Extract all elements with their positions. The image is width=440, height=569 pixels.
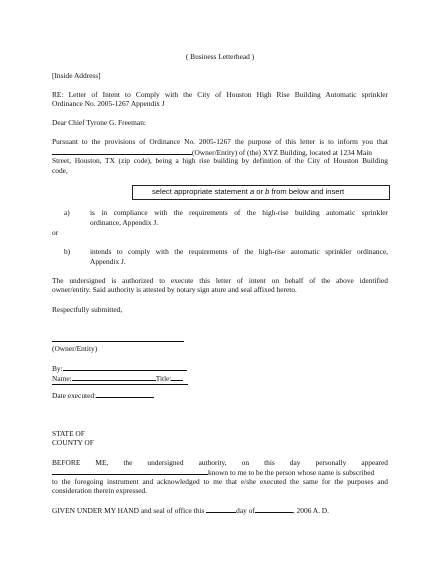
date-executed-label: Date executed: [52,391,97,400]
select-prefix: select appropriate statement [152,187,250,196]
option-a-marker: a) [64,208,70,217]
select-or: or [254,187,266,196]
given-under-hand-line [52,505,329,516]
option-a-line-2: ordinance, Appendix J. [90,218,159,227]
name-label: Name: [52,374,72,383]
date-executed-row [52,390,154,401]
date-executed-blank [96,390,154,398]
paragraph-1-line-1: Pursuant to the provisions of Ordinance No. 2005-1267 the purpose of this letter is to inform you that [52,137,388,146]
notary-line-2 [52,467,374,478]
title-label: Title: [155,374,172,383]
paragraph-2-line-1: The undersigned is authorized to execute this letter of intent on behalf of the above identified [52,276,388,285]
owner-entity-label: (Owner/Entity) [52,344,98,353]
owner-blank [52,147,192,155]
option-b-line-1: intends to comply with the requirements of the high-rise automatic sprinkler ordinance, [90,247,388,256]
name-blank [72,373,156,381]
letterhead-placeholder: ( Business Letterhead ) [185,52,255,61]
re-line-2: Ordinance No. 2005-1267 Appendix J [52,99,165,108]
notary-line-2-text: known to me to be the person whose name is subscribed [208,468,375,477]
notary-line-3: to the foregoing instrument and acknowledged to me that e/she executed the same for the purposes and [52,477,388,486]
option-a-line-1: is in compliance with the requirements of the high-rise building automatic sprinkler [90,208,388,217]
county-of: COUNTY OF [52,438,94,447]
by-label: By: [52,364,63,373]
by-blank [63,363,187,371]
option-b-line-2: Appendix J. [90,257,126,266]
inside-address: [Inside Address] [52,71,101,80]
by-row [52,363,187,374]
owner-line-text: (Owner/Entity) of (the) XYZ Building, located at 1234 Main [192,148,373,157]
given-suffix: , 2006 A. D. [292,506,329,515]
state-of: STATE OF [52,429,85,438]
separator-line [52,384,188,385]
or-text: or [52,228,59,237]
paragraph-1-line-3: Street, Houston, TX (zip code), being a high rise building by definition of the City of Houston Building [52,156,388,165]
title-blank [171,373,183,381]
name-title-row [52,373,183,384]
select-suffix: from below and insert [269,187,345,196]
given-prefix: GIVEN UNDER MY HAND and seal of office this [52,506,205,515]
given-day-of: day of [236,506,255,515]
closing: Respectfully submitted, [52,305,123,314]
salutation: Dear Chief Tyrone G. Freeman: [52,118,146,127]
month-blank [255,505,293,513]
select-option-a: a [249,187,255,196]
appeared-name-blank [52,467,208,475]
paragraph-2-line-2: owner/entity. Said authority is attested by notary sign ature and seal affixed hereto. [52,285,297,294]
signature-line [52,341,184,342]
paragraph-1-line-4: code, [52,166,68,175]
notary-line-1: BEFORE ME, the undersigned authority, on this day personally appeared [52,458,388,467]
day-blank [206,505,236,513]
notary-line-4: consideration therein expressed. [52,486,148,495]
option-b-marker: b) [64,247,71,256]
select-option-b: b [265,187,270,196]
re-line-1: RE: Letter of Intent to Comply with the City of Houston High Rise Building Automatic sprinkler [52,90,388,99]
select-statement-text [152,187,344,197]
